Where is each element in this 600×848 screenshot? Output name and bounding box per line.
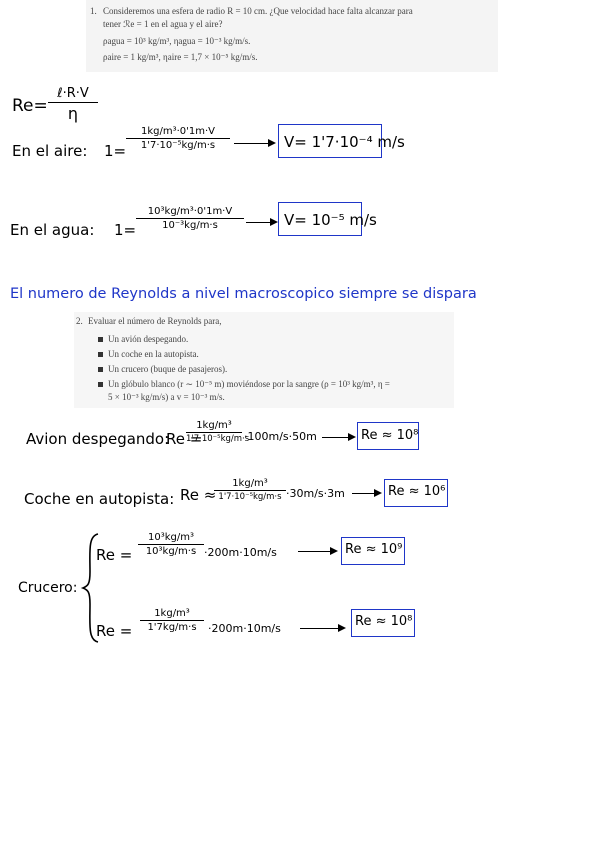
aire-fraction xyxy=(126,126,230,151)
fraction-bar xyxy=(214,490,286,491)
problem-2-intro: Evaluar el número de Reynolds para, xyxy=(88,316,222,326)
fraction-bar xyxy=(136,218,244,219)
bullet-icon xyxy=(98,337,103,342)
avion-denominator: 1'7·10⁻⁵kg/m·s xyxy=(186,434,250,444)
problem-2-item-text: Un avión despegando. xyxy=(108,334,189,344)
re-definition-label: Re= xyxy=(12,96,48,116)
crucero1-result: Re ≈ 10⁹ xyxy=(345,542,403,557)
arrow-icon xyxy=(322,437,354,438)
crucero1-rest: ·200m·10m/s xyxy=(204,546,277,559)
fraction-bar xyxy=(138,544,204,545)
avion-re: Re = xyxy=(166,430,203,448)
coche-rest: ·30m/s·3m xyxy=(286,487,345,500)
coche-result: Re ≈ 10⁶ xyxy=(388,484,446,499)
blue-note: El numero de Reynolds a nivel macroscopico siempre se dispara xyxy=(10,286,477,302)
agua-result: V= 10⁻⁵ m/s xyxy=(284,211,377,229)
arrow-icon xyxy=(246,222,276,223)
fraction-bar xyxy=(186,432,242,433)
problem-2-item-text: Un coche en la autopista. xyxy=(108,349,199,359)
problem-2-item-text: Un glóbulo blanco (r ∼ 10⁻⁵ m) moviéndose por la sangre (ρ = 10³ kg/m³, η = xyxy=(108,379,390,389)
agua-numerator: 10³kg/m³·0'1m·V xyxy=(147,206,233,217)
problem-1-number: 1. xyxy=(90,6,97,16)
problem-2-item xyxy=(98,334,188,345)
agua-one: 1= xyxy=(114,221,137,239)
re-definition-numerator: ℓ·R·V xyxy=(57,86,89,101)
aire-denominator: 1'7·10⁻⁵kg/m·s xyxy=(140,140,216,151)
crucero2-numerator: 1kg/m³ xyxy=(154,608,190,619)
problem-2-item-text: Un crucero (buque de pasajeros). xyxy=(108,364,228,374)
avion-label: Avion despegando: xyxy=(26,430,170,448)
re-definition-denominator: η xyxy=(67,104,79,123)
crucero1-re: Re = xyxy=(96,546,133,564)
problem-2-printed xyxy=(74,312,454,408)
problem-1-line4: ρaire = 1 kg/m³, ηaire = 1,7 × 10⁻⁵ kg/m/s. xyxy=(103,52,258,62)
problem-2-item xyxy=(98,349,199,360)
problem-1-line3: ρagua = 10³ kg/m³, ηagua = 10⁻³ kg/m/s. xyxy=(103,36,251,46)
avion-fraction xyxy=(186,420,250,444)
fraction-bar xyxy=(48,102,98,103)
crucero2-fraction xyxy=(140,608,204,633)
bullet-icon xyxy=(98,367,103,372)
crucero2-re: Re = xyxy=(96,622,133,640)
problem-2-number: 2. xyxy=(76,316,83,326)
coche-label: Coche en autopista: xyxy=(24,490,175,508)
aire-numerator: 1kg/m³·0'1m·V xyxy=(140,126,216,137)
problem-1-line1: Consideremos una esfera de radio R = 10 cm. ¿Que velocidad hace falta alcanzar para xyxy=(103,6,413,16)
problem-1-line2: tener ℛe = 1 en el agua y el aire? xyxy=(103,19,223,29)
avion-numerator: 1kg/m³ xyxy=(196,420,232,431)
crucero1-fraction xyxy=(138,532,204,557)
arrow-icon xyxy=(352,493,380,494)
avion-rest: ·100m/s·50m xyxy=(244,430,317,443)
arrow-icon xyxy=(300,628,344,629)
problem-2-item4-continued: 5 × 10⁻³ kg/m/s) a v = 10⁻³ m/s. xyxy=(108,392,225,402)
crucero2-denominator: 1'7kg/m·s xyxy=(147,622,197,633)
crucero1-denominator: 10³kg/m·s xyxy=(145,546,197,557)
crucero2-result: Re ≈ 10⁸ xyxy=(355,614,413,629)
fraction-bar xyxy=(140,620,204,621)
coche-fraction xyxy=(214,478,286,502)
crucero2-rest: ·200m·10m/s xyxy=(208,622,281,635)
arrow-icon xyxy=(298,551,336,552)
aire-one: 1= xyxy=(104,142,127,160)
crucero1-numerator: 10³kg/m³ xyxy=(148,532,194,543)
problem-1-printed xyxy=(86,0,498,72)
agua-fraction xyxy=(136,206,244,231)
re-definition-fraction xyxy=(48,86,98,123)
coche-denominator: 1'7·10⁻⁵kg/m·s xyxy=(218,492,282,502)
coche-numerator: 1kg/m³ xyxy=(232,478,268,489)
problem-2-item xyxy=(98,364,227,375)
bullet-icon xyxy=(98,382,103,387)
bullet-icon xyxy=(98,352,103,357)
agua-denominator: 10⁻³kg/m·s xyxy=(162,220,218,231)
aire-label: En el aire: xyxy=(12,142,88,160)
arrow-icon xyxy=(234,143,274,144)
coche-re: Re ≈ xyxy=(180,486,217,504)
agua-label: En el agua: xyxy=(10,221,95,239)
avion-result: Re ≈ 10⁸ xyxy=(361,428,419,443)
aire-result: V= 1'7·10⁻⁴ m/s xyxy=(284,133,405,151)
crucero-label: Crucero: xyxy=(18,580,78,596)
problem-2-item xyxy=(98,379,390,390)
fraction-bar xyxy=(126,138,230,139)
